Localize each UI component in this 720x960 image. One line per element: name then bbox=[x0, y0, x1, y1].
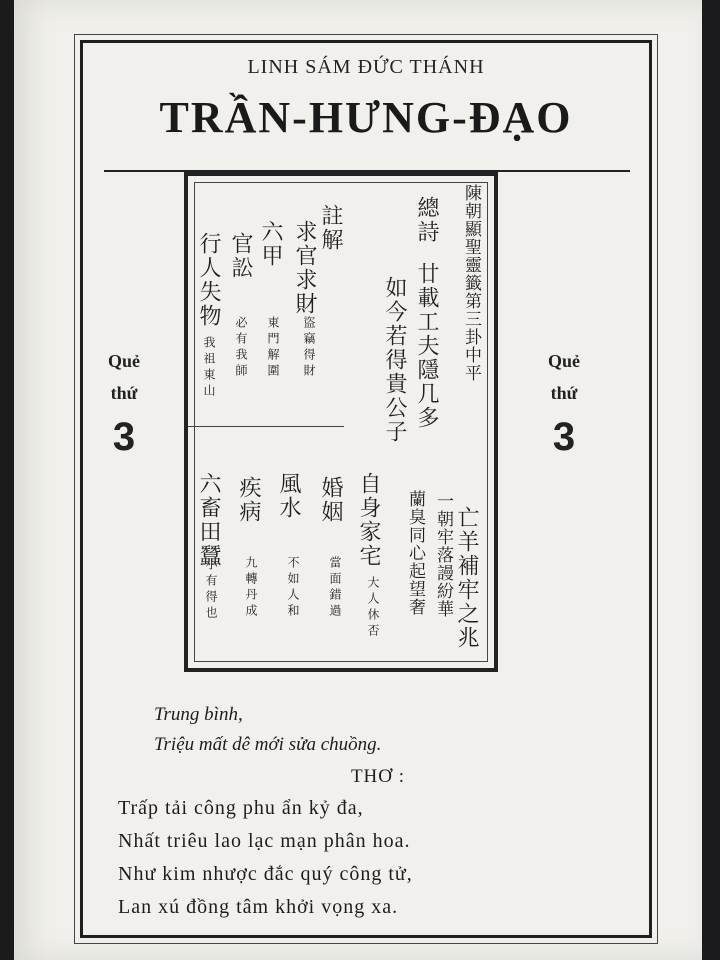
poem-line: Lan xú đồng tâm khởi vọng xa. bbox=[118, 896, 399, 918]
poem-line: Trấp tải công phu ẩn kỷ đa, bbox=[118, 797, 364, 819]
ask-home: 自身家宅 bbox=[356, 472, 381, 568]
ask-lawsuit-note: 必有我師 bbox=[234, 316, 248, 380]
page-title: TRẦN-HƯNG-ĐẠO bbox=[159, 93, 573, 142]
ask-livestock: 六畜田蠶 bbox=[196, 472, 221, 568]
poem-column-2: 如今若得貴公子 bbox=[382, 276, 407, 444]
ask-illness-note: 九轉丹成 bbox=[244, 556, 258, 620]
oracle-slip bbox=[184, 172, 498, 672]
ask-birth: 六甲 bbox=[258, 220, 283, 268]
ask-marriage: 婚姻 bbox=[318, 476, 343, 524]
poem-heading: THƠ : bbox=[350, 766, 406, 787]
annotation-heading: 註解 bbox=[318, 204, 343, 252]
ask-wealth-note: 盜竊得財 bbox=[302, 316, 316, 380]
poem-line: Nhất triêu lao lạc mạn phân hoa. bbox=[118, 830, 411, 852]
verdict-line: Trung bình, bbox=[154, 704, 243, 725]
ask-fengshui-note: 不如人和 bbox=[286, 556, 300, 620]
poem-column-3: 一朝牢落謾紛華 bbox=[433, 492, 453, 618]
oracle-divider-left bbox=[188, 426, 344, 427]
side-right-line1: Quẻ bbox=[547, 351, 580, 371]
ask-lawsuit: 官訟 bbox=[228, 232, 253, 280]
ask-wealth: 求官求財 bbox=[292, 220, 317, 316]
side-right-number: 3 bbox=[552, 415, 576, 459]
omen-line: Triệu mất dê mới sửa chuồng. bbox=[154, 734, 382, 755]
general-poem-heading: 總詩 bbox=[414, 196, 439, 244]
ask-fengshui: 風水 bbox=[276, 472, 301, 520]
side-left-number: 3 bbox=[112, 415, 136, 459]
side-label-left bbox=[94, 345, 154, 460]
poem-column-1: 廿載工夫隱几多 bbox=[414, 262, 439, 430]
ask-traveller: 行人失物 bbox=[196, 232, 221, 328]
poem-line: Như kim nhược đắc quý công tử, bbox=[118, 863, 413, 885]
side-left-line1: Quẻ bbox=[107, 351, 140, 371]
book-page bbox=[14, 0, 702, 960]
poem-column-4: 蘭臭同心起望奢 bbox=[405, 490, 425, 616]
ask-livestock-note: 小有得也 bbox=[204, 558, 218, 622]
oracle-title-column: 陳朝顯聖靈籤第三卦中平 bbox=[461, 184, 481, 382]
side-label-right bbox=[534, 345, 594, 460]
ask-illness: 疾病 bbox=[236, 476, 261, 524]
ask-home-note: 大人休否 bbox=[366, 576, 380, 640]
ask-traveller-note: 我祖東山 bbox=[202, 336, 216, 400]
side-right-line2: thứ bbox=[550, 383, 578, 403]
ask-birth-note: 東門解圍 bbox=[266, 316, 280, 380]
omen-goat: 亡羊補牢之兆 bbox=[454, 506, 479, 650]
page-kicker: LINH SÁM ĐỨC THÁNH bbox=[247, 56, 485, 78]
ask-marriage-note: 當面錯過 bbox=[328, 556, 342, 620]
translation-block bbox=[118, 700, 638, 924]
side-left-line2: thứ bbox=[110, 383, 138, 403]
